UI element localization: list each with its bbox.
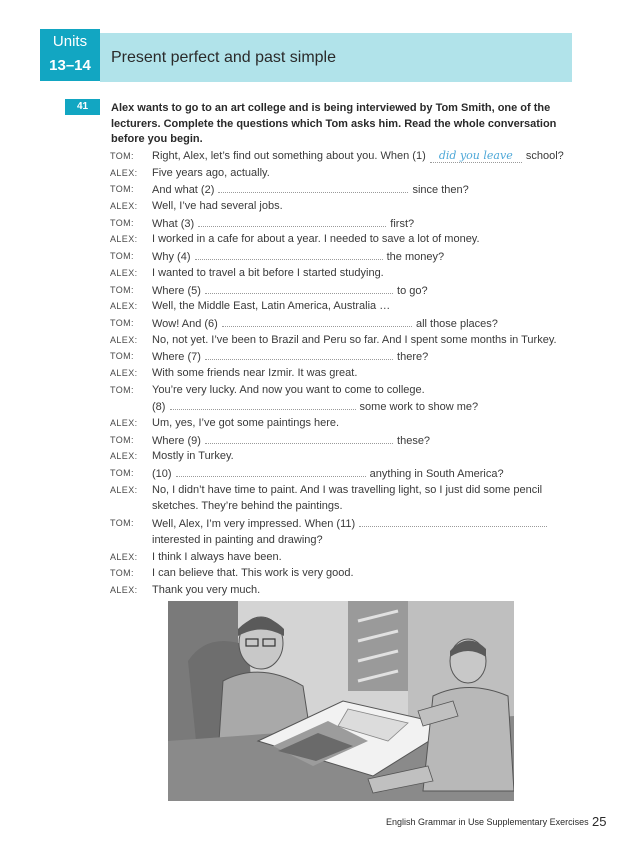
dialogue-text (152, 265, 384, 282)
dialogue-text (152, 348, 428, 366)
answer-blank[interactable] (359, 515, 547, 527)
speaker-label: TOM: (110, 151, 134, 161)
dialogue-text (152, 298, 390, 315)
exercise-number: 41 (65, 99, 100, 115)
dialogue-text-segment: school? (522, 150, 564, 162)
dialogue-text-segment: since then? (409, 184, 469, 197)
dialogue-line (110, 532, 580, 549)
speaker-label: TOM: (110, 251, 134, 262)
dialogue-text-segment: And what (2) (152, 184, 218, 197)
speaker-label: TOM: (110, 284, 134, 295)
answer-blank[interactable] (198, 215, 386, 227)
dialogue-text (152, 181, 469, 199)
units-range: 13–14 (49, 57, 91, 74)
speaker-label: TOM: (110, 351, 134, 362)
speaker-label: TOM: (110, 518, 134, 529)
speaker-label: TOM: (110, 434, 134, 445)
dialogue-line (110, 348, 580, 365)
speaker-label: ALEX: (110, 201, 138, 212)
dialogue-line (110, 181, 580, 198)
dialogue-line (110, 282, 580, 299)
dialogue-line (110, 231, 580, 248)
dialogue-text (152, 165, 270, 182)
dialogue-line (110, 515, 580, 532)
dialogue-text (152, 332, 557, 349)
dialogue-text-segment: Um, yes, I’ve got some paintings here. (152, 417, 340, 429)
answer-blank[interactable] (205, 432, 393, 444)
title-bar (100, 33, 572, 82)
answer-blank[interactable] (195, 248, 383, 260)
dialogue-text-segment: first? (387, 217, 415, 230)
dialogue-text (152, 549, 282, 566)
answer-blank[interactable] (218, 181, 408, 193)
dialogue-text-segment: the money? (383, 251, 445, 264)
speaker-label: ALEX: (110, 234, 138, 245)
page-title: Present perfect and past simple (111, 49, 337, 66)
speaker-label: TOM: (110, 317, 134, 328)
dialogue-line (110, 198, 580, 215)
dialogue (110, 148, 580, 599)
dialogue-line (110, 448, 580, 465)
speaker-label: ALEX: (110, 301, 138, 312)
dialogue-line (110, 365, 580, 382)
dialogue-text-segment: Where (7) (152, 351, 204, 364)
page-number: 25 (592, 814, 607, 829)
dialogue-text-segment: Well, the Middle East, Latin America, Australia … (152, 300, 391, 313)
dialogue-line (110, 315, 580, 332)
dialogue-text (152, 498, 343, 515)
dialogue-text-segment: Wow! And (6) (152, 317, 221, 330)
dialogue-line (110, 415, 580, 432)
answer-blank[interactable] (205, 348, 393, 360)
speaker-label: ALEX: (110, 167, 138, 178)
speaker-label: TOM: (110, 568, 134, 579)
dialogue-text-segment: I worked in a cafe for about a year. I needed to save a lot of money. (152, 233, 480, 246)
dialogue-text (152, 282, 428, 300)
dialogue-text-segment: Well, Alex, I’m very impressed. When (11) (152, 518, 359, 531)
dialogue-text-segment: Where (9) (152, 434, 204, 447)
answer-blank[interactable] (170, 398, 356, 410)
dialogue-line (110, 215, 580, 232)
dialogue-text-segment: Thank you very much. (152, 583, 261, 596)
dialogue-text (152, 465, 504, 483)
dialogue-text (152, 582, 260, 599)
dialogue-text-segment: (10) (152, 468, 175, 481)
dialogue-text-segment: interested in painting and drawing? (152, 533, 323, 546)
dialogue-text (152, 148, 564, 165)
dialogue-text-segment: these? (393, 434, 431, 447)
dialogue-line (110, 549, 580, 566)
dialogue-text (152, 565, 354, 582)
dialogue-text-segment: With some friends near Izmir. It was great. (152, 366, 358, 379)
dialogue-line (110, 582, 580, 599)
dialogue-text (152, 415, 339, 432)
dialogue-text (152, 198, 283, 215)
dialogue-text-segment: some work to show me? (356, 401, 479, 414)
answer-blank[interactable] (222, 315, 412, 327)
speaker-label: TOM: (110, 217, 134, 228)
dialogue-text-segment: I can believe that. This work is very good. (152, 567, 354, 580)
dialogue-text-segment: anything in South America? (366, 468, 504, 481)
dialogue-text-segment: You’re very lucky. And now you want to come to college. (152, 383, 425, 396)
dialogue-text-segment: sketches. They’re behind the paintings. (152, 500, 343, 513)
dialogue-text (152, 248, 444, 266)
dialogue-text-segment: Well, I’ve had several jobs. (152, 200, 283, 213)
dialogue-text (152, 231, 480, 248)
dialogue-text-segment: No, I didn’t have time to paint. And I was travelling light, so I just did some pencil (152, 483, 543, 496)
speaker-label: ALEX: (110, 267, 138, 278)
dialogue-text (152, 432, 430, 450)
dialogue-text (152, 448, 234, 465)
dialogue-text-segment: Where (5) (152, 284, 204, 297)
dialogue-line (110, 432, 580, 449)
speaker-label: ALEX: (110, 334, 138, 345)
speaker-label: ALEX: (110, 551, 138, 562)
units-badge (40, 29, 100, 81)
dialogue-text (152, 215, 414, 233)
dialogue-text-segment: Right, Alex, let’s find out something about you. When (1) (152, 150, 429, 162)
dialogue-line (110, 465, 580, 482)
dialogue-text (152, 515, 548, 533)
speaker-label: ALEX: (110, 484, 138, 495)
speaker-label: ALEX: (110, 584, 138, 595)
interview-illustration (168, 601, 514, 801)
dialogue-text-segment: all those places? (412, 317, 498, 330)
dialogue-line (110, 248, 580, 265)
dialogue-line (110, 165, 580, 182)
dialogue-text-segment: No, not yet. I’ve been to Brazil and Peru so far. And I spent some months in Turkey. (152, 333, 557, 346)
dialogue-text-segment: Why (4) (152, 251, 194, 264)
dialogue-line (110, 148, 580, 165)
dialogue-text (152, 482, 542, 499)
speaker-label: TOM: (110, 384, 134, 395)
dialogue-line (110, 398, 580, 415)
units-label: Units (52, 33, 88, 50)
answer-blank[interactable] (176, 465, 366, 477)
speaker-label: TOM: (110, 468, 134, 479)
dialogue-line (110, 298, 580, 315)
answer-blank[interactable] (205, 282, 393, 294)
dialogue-text (152, 315, 498, 333)
dialogue-line (110, 265, 580, 282)
dialogue-text (152, 382, 425, 399)
book-title: English Grammar in Use Supplementary Exercises (386, 817, 589, 827)
dialogue-text-segment: Mostly in Turkey. (152, 450, 234, 463)
dialogue-text-segment: I wanted to travel a bit before I started studying. (152, 266, 384, 279)
answer-example: did you leave (430, 150, 522, 163)
dialogue-line (110, 565, 580, 582)
dialogue-text-segment: to go? (393, 284, 428, 297)
speaker-label: ALEX: (110, 367, 138, 378)
dialogue-text-segment: (8) (152, 401, 169, 414)
dialogue-text-segment: What (3) (152, 217, 198, 230)
dialogue-text (152, 398, 478, 416)
dialogue-text-segment: I think I always have been. (152, 550, 282, 563)
dialogue-text-segment: there? (393, 351, 429, 364)
dialogue-line (110, 382, 580, 399)
dialogue-line (110, 498, 580, 515)
speaker-label: ALEX: (110, 451, 138, 462)
speaker-label: ALEX: (110, 418, 138, 428)
dialogue-text (152, 532, 323, 549)
dialogue-line (110, 482, 580, 499)
dialogue-text-segment: Five years ago, actually. (152, 166, 270, 179)
speaker-label: TOM: (110, 184, 134, 195)
dialogue-line (110, 332, 580, 349)
exercise-instructions: Alex wants to go to an art college and is being interviewed by Tom Smith, one of the lecturers. Complete the questions which Tom asks him. Read the whole conversation before you begin. (111, 102, 557, 145)
dialogue-text (152, 365, 357, 382)
